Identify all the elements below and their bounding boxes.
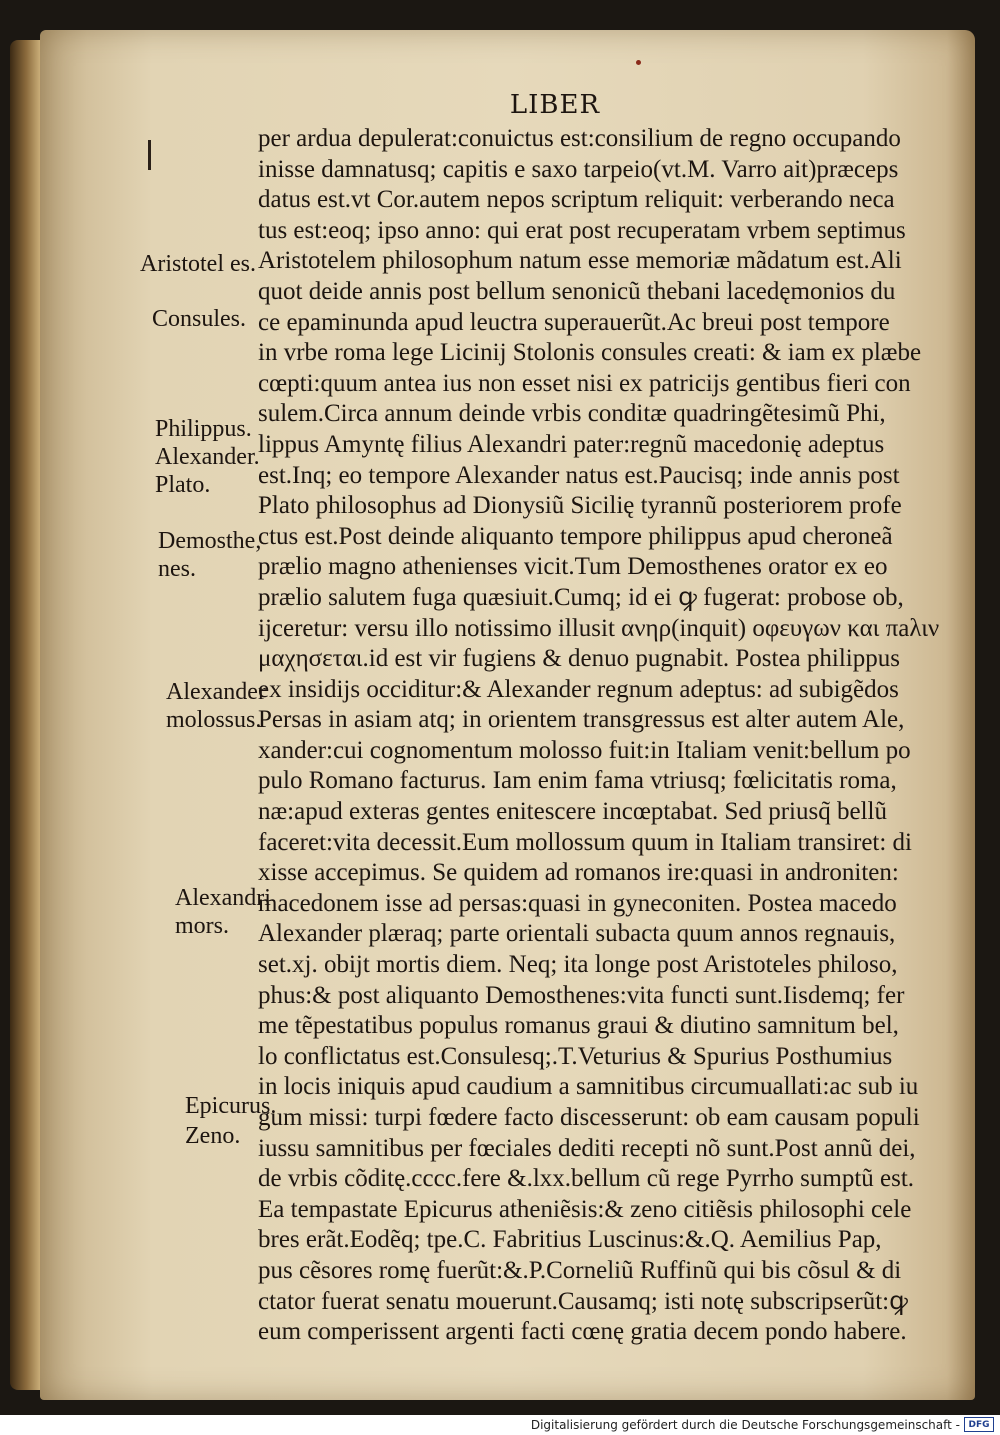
text-line: datus est.vt Cor.autem nepos scriptum reliquit: verberando neca [258,186,895,214]
text-line: pulo Romano facturus. Iam enim fama vtriusq; fœlicitatis roma, [258,767,897,795]
marginal-note-alexander: Alexander. [155,444,260,470]
running-head: LIBER [509,90,601,120]
text-line: gum missi: turpi fœdere facto discesserunt: ob eam causam populi [258,1104,920,1131]
text-line: bres erãt.Eodẽq; tpe.C. Fabritius Luscinus:&.Q. Aemilius Pap, [258,1226,882,1254]
text-line: macedonem isse ad persas:quasi in gyneconiten. Postea macedo [258,889,897,917]
text-line: in locis iniquis apud caudium a samnitibus circumuallati:ac sub iu [258,1073,919,1101]
text-line: ce epaminunda apud leuctra superauerũt.Ac breui post tempore [258,308,890,336]
marginal-note-consules: Consules. [152,306,247,332]
text-line: ctator fuerat senatu mouerunt.Causamq; isti notę subscripserũt:ꝙ [258,1287,908,1315]
text-line: sulem.Circa annum deinde vrbis conditæ quadringẽtesimũ Phi, [258,400,886,428]
marginal-note-alexander-molossus-cont: molossus. [166,707,262,733]
footer-bar [0,1415,1000,1435]
text-line: faceret:vita decessit.Eum mollossum quum in Italiam transiret: di [258,828,913,856]
dfg-logo: DFG [964,1417,994,1432]
text-line: eum comperissent argenti facti cœnę gratia decem pondo habere. [258,1318,907,1346]
text-line: prælio salutem fuga quæsiuit.Cumq; id ei ꝙ fugerat: probose ob, [258,583,904,611]
text-line: per ardua depulerat:conuictus est:consilium de regno occupando [258,125,901,152]
text-line: ex insidijs occiditur:& Alexander regnum adeptus: ad subigẽdos [258,675,899,703]
main-text-block [258,124,978,1348]
marginal-note-plato: Plato. [155,472,211,498]
text-line: cœpti:quum antea ius non esset nisi ex patricijs gentibus fieri con [258,369,911,397]
marginal-note-aristoteles: Aristotel es. [140,251,256,277]
text-line: Persas in asiam atq; in orientem transgressus est alter autem Ale, [258,706,905,734]
text-line: Alexander plæraq; parte orientali subacta quum annos regnauis, [258,920,896,948]
text-line: inisse damnatusq; capitis e saxo tarpeio(vt.M. Varro ait)præceps [258,155,899,183]
text-line: prælio magno athenienses vicit.Tum Demosthenes orator ex eo [258,553,888,581]
text-line: in vrbe roma lege Licinij Stolonis consules creati: & iam ex plæbe [258,339,922,367]
text-line: me tẽpestatibus populus romanus graui & diutino samnitum bel, [258,1012,899,1040]
text-line: lippus Amyntę filius Alexandri pater:regnũ macedonię adeptus [258,430,885,458]
text-line: de vrbis cõditę.cccc.fere &.lxx.bellum cũ rege Pyrrho sumptũ est. [258,1165,915,1193]
text-line: μαχησεται.id est vir fugiens & denuo pugnabit. Postea philippus [258,645,900,673]
text-line: set.xj. obijt mortis diem. Neq; ita longe post Aristoteles philoso, [258,951,898,979]
marginal-note-alexandri-mors: Alexandri [175,885,271,911]
text-line: phus:& post aliquanto Demosthenes:vita functi sunt.Iisdemq; fer [258,981,905,1009]
text-line: quot deide annis post bellum senonicũ thebani lacedęmonios du [258,277,896,305]
text-line: iussu samnitibus per fœciales dediti recepti nõ sunt.Post annũ dei, [258,1134,916,1162]
text-line: lo conflictatus est.Consulesq;.T.Veturius & Spurius Posthumius [258,1042,893,1070]
marginal-note-philippus: Philippus. [155,416,252,442]
text-line: ijceretur: versu illo notissimo illusit ανηρ(inquit) οφευγων και πaλιν [258,614,940,642]
text-line: Aristotelem philosophum natum esse memoriæ mãdatum est.Ali [258,247,902,275]
marginal-note-zeno: Zeno. [185,1123,241,1149]
text-line: Plato philosophus ad Dionysiũ Sicilię tyrannũ posteriorem profe [258,492,902,520]
text-line: xander:cui cognomentum molosso fuit:in Italiam venit:bellum po [258,736,911,764]
ink-spot [636,60,641,65]
funding-notice: Digitalisierung gefördert durch die Deutsche Forschungsgemeinschaft - [530,1418,960,1432]
marginal-note-demosthenes: Demosthe, [158,528,262,554]
text-line: pus cẽsores romę fuerũt:&.P.Corneliũ Ruffinũ qui bis cõsul & di [258,1256,902,1284]
text-line: xisse accepimus. Se quidem ad romanos ire:quasi in androniten: [258,859,899,887]
marginal-note-epicurus: Epicurus. [185,1093,277,1119]
margin-mark [148,140,151,170]
text-line: Ea tempastate Epicurus atheniẽsis:& zeno citiẽsis philosophi cele [258,1195,912,1223]
marginal-note-alexandri-mors-cont: mors. [175,913,229,939]
marginal-note-demosthenes-cont: nes. [158,556,196,582]
marginal-note-alexander-molossus: Alexander [166,679,266,705]
text-line: ctus est.Post deinde aliquanto tempore philippus apud cheroneã [258,522,893,550]
text-line: est.Inq; eo tempore Alexander natus est.Paucisq; inde annis post [258,461,900,489]
text-line: næ:apud exteras gentes enitescere incœptabat. Sed priusq̃ bellũ [258,798,887,826]
text-line: tus est:eoq; ipso anno: qui erat post recuperatam vrbem septimus [258,216,906,244]
